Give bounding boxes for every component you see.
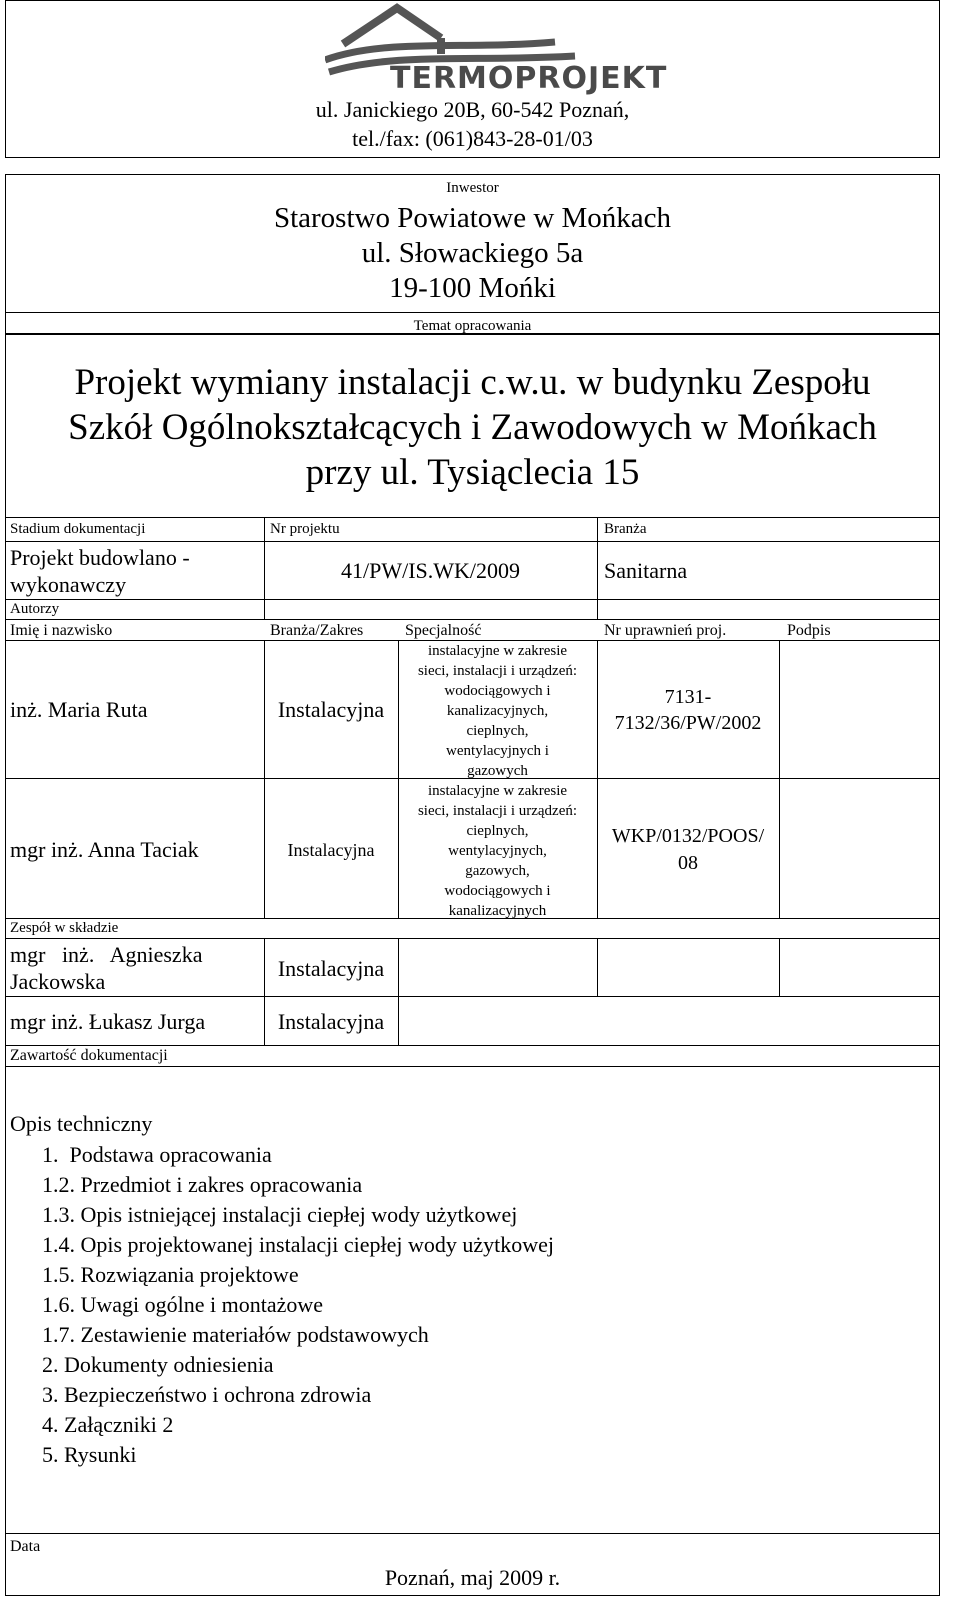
- project-title-line3: przy ul. Tysiąclecia 15: [305, 452, 640, 493]
- team-label: Zespół w składzie: [10, 920, 119, 936]
- column-license: Nr uprawnień proj.: [604, 622, 727, 639]
- specialty-line: wentylacyjnych,: [448, 843, 547, 859]
- team-member-name: mgr inż. Łukasz Jurga: [10, 1009, 206, 1034]
- rule: [5, 517, 940, 518]
- project-title-line1: Projekt wymiany instalacji c.w.u. w budynku Zespołu: [74, 362, 871, 403]
- contents-item: 1.6. Uwagi ogólne i montażowe: [42, 1292, 324, 1317]
- contents-item: 4. Załączniki 2: [42, 1412, 174, 1437]
- specialty-line: sieci, instalacji i urządzeń:: [417, 663, 578, 679]
- rule: [597, 599, 598, 619]
- project-number-value: 41/PW/IS.WK/2009: [340, 558, 521, 583]
- investor-label: Inwestor: [446, 180, 499, 196]
- topic-label: Temat opracowania: [413, 318, 532, 334]
- contents-label: Zawartość dokumentacji: [10, 1047, 168, 1064]
- rule: [597, 938, 598, 996]
- specialty-line: instalacyjne w zakresie: [427, 783, 568, 799]
- specialty-line: wodociągowych i: [444, 683, 551, 699]
- stage-value-line1: Projekt budowlano -: [10, 545, 190, 570]
- team-member-scope: Instalacyjna: [277, 956, 385, 981]
- rule: [5, 996, 940, 997]
- author-specialty: [398, 781, 597, 921]
- branch-value: Sanitarna: [604, 558, 688, 583]
- rule: [5, 1045, 940, 1046]
- investor-divider: [5, 312, 940, 313]
- rule: [5, 1533, 940, 1534]
- investor-name: Starostwo Powiatowe w Mońkach: [273, 202, 672, 234]
- team-member-name-line1: mgr inż. Agnieszka: [10, 942, 203, 967]
- logo-text: TERMOPROJEKT: [390, 61, 668, 96]
- contents-item: 5. Rysunki: [42, 1442, 137, 1467]
- specialty-line: gazowych: [467, 763, 528, 779]
- contents-list: [42, 1140, 554, 1470]
- specialty-line: gazowych,: [465, 863, 530, 879]
- specialty-line: sieci, instalacji i urządzeń:: [417, 803, 578, 819]
- column-scope: Branża/Zakres: [270, 622, 364, 639]
- column-specialty: Specjalność: [405, 622, 482, 639]
- rule: [5, 599, 940, 600]
- column-signature: Podpis: [787, 622, 831, 639]
- contents-item: 1.2. Przedmiot i zakres opracowania: [42, 1172, 363, 1197]
- rule: [398, 938, 399, 1045]
- company-phone: tel./fax: (061)843-28-01/03: [352, 126, 593, 151]
- specialty-line: cieplnych,: [466, 823, 529, 839]
- contents-heading: Opis techniczny: [10, 1111, 153, 1136]
- rule: [5, 938, 940, 939]
- author-license-line2: 08: [678, 852, 698, 874]
- rule: [5, 619, 940, 620]
- specialty-line: wodociągowych i: [444, 883, 551, 899]
- author-name: mgr inż. Anna Taciak: [10, 837, 199, 862]
- company-address: ul. Janickiego 20B, 60-542 Poznań,: [315, 97, 630, 122]
- date-value: Poznań, maj 2009 r.: [384, 1565, 561, 1590]
- author-license-line1: 7131-: [664, 686, 712, 708]
- rule: [5, 541, 940, 542]
- date-label: Data: [10, 1538, 41, 1555]
- authors-label: Autorzy: [10, 601, 60, 617]
- specialty-line: instalacyjne w zakresie: [427, 643, 568, 659]
- contents-item: 1.3. Opis istniejącej instalacji ciepłej wody użytkowej: [42, 1202, 518, 1227]
- stage-label: Stadium dokumentacji: [10, 521, 146, 537]
- specialty-line: kanalizacyjnych,: [446, 703, 549, 719]
- contents-item: 2. Dokumenty odniesienia: [42, 1352, 274, 1377]
- contents-item: 3. Bezpieczeństwo i ochrona zdrowia: [42, 1382, 372, 1407]
- author-license-line2: 7132/36/PW/2002: [614, 712, 762, 734]
- specialty-line: kanalizacyjnych: [448, 903, 547, 919]
- author-scope: Instalacyjna: [277, 697, 385, 722]
- rule: [597, 517, 598, 599]
- contents-item: 1.7. Zestawienie materiałów podstawowych: [42, 1322, 429, 1347]
- branch-label: Branża: [604, 521, 647, 537]
- stage-value-line2: wykonawczy: [10, 572, 127, 597]
- team-member-scope: Instalacyjna: [277, 1009, 385, 1034]
- rule: [779, 938, 780, 996]
- author-name: inż. Maria Ruta: [10, 697, 148, 722]
- team-member-name-line2: Jackowska: [10, 969, 106, 994]
- project-number-label: Nr projektu: [270, 521, 340, 537]
- rule: [264, 640, 265, 918]
- author-specialty: [398, 641, 597, 781]
- rule: [5, 1066, 940, 1067]
- specialty-line: wentylacyjnych i: [446, 743, 549, 759]
- rule: [779, 640, 780, 918]
- specialty-line: cieplnych,: [466, 723, 529, 739]
- column-name: Imię i nazwisko: [10, 622, 113, 639]
- investor-street: ul. Słowackiego 5a: [361, 237, 584, 269]
- rule: [264, 599, 265, 619]
- author-scope: Instalacyjna: [287, 840, 375, 860]
- contents-item: 1. Podstawa opracowania: [42, 1142, 272, 1167]
- project-title-line2: Szkół Ogólnokształcących i Zawodowych w Mońkach: [68, 407, 877, 448]
- investor-city: 19-100 Mońki: [389, 272, 556, 304]
- rule: [597, 640, 598, 918]
- contents-item: 1.5. Rozwiązania projektowe: [42, 1262, 299, 1287]
- contents-item: 1.4. Opis projektowanej instalacji ciepłej wody użytkowej: [42, 1232, 554, 1257]
- author-license-line1: WKP/0132/POOS/: [611, 825, 765, 847]
